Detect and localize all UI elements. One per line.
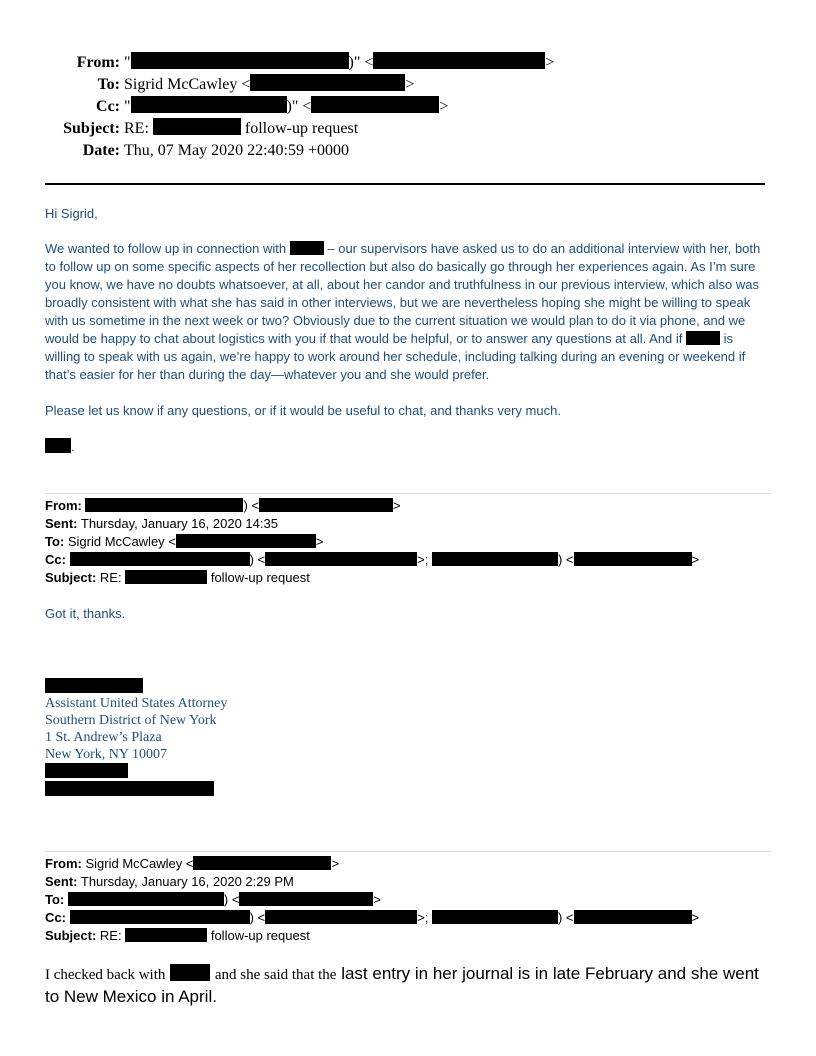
from-mid: )" < xyxy=(348,54,374,71)
redaction-block xyxy=(45,781,214,796)
msg3-cc-label: Cc: xyxy=(45,910,66,925)
redaction-block xyxy=(265,552,417,566)
msg3-cc-mid1: ) < xyxy=(249,910,266,925)
date-value: Thu, 07 May 2020 22:40:59 +0000 xyxy=(124,142,350,159)
redaction-block xyxy=(70,552,250,566)
msg2-to-value: Sigrid McCawley < xyxy=(67,534,176,549)
msg2-cc-row xyxy=(45,551,699,569)
msg3-body-part-a: I checked back with xyxy=(45,967,166,983)
msg2-to-row xyxy=(45,533,323,551)
msg2-cc-mid2: ) < xyxy=(557,552,574,567)
subject-prefix: RE: xyxy=(124,120,149,137)
redaction-block xyxy=(290,241,324,255)
redaction-block xyxy=(193,856,331,870)
msg3-sent-row xyxy=(45,873,294,891)
msg3-from-label: From: xyxy=(45,856,82,871)
msg2-from-close: > xyxy=(393,498,401,513)
header-from-row xyxy=(0,52,554,74)
redaction-block xyxy=(574,910,692,924)
signature-office: Southern District of New York xyxy=(45,713,217,728)
p1-part-a: We wanted to follow up in connection with xyxy=(45,241,287,256)
redaction-block xyxy=(131,96,287,113)
redaction-block xyxy=(176,534,316,548)
signature-address: 1 St. Andrew’s Plaza xyxy=(45,730,162,745)
redaction-block xyxy=(70,910,250,924)
redaction-block xyxy=(311,96,439,113)
redaction-block xyxy=(259,498,393,512)
redaction-block xyxy=(45,438,71,453)
header-to-row xyxy=(0,74,414,96)
msg3-body-part-c: last entry in her journal is in late February and she went to New Mexico in April. xyxy=(45,964,759,1006)
msg3-subject-row xyxy=(45,927,310,945)
msg3-body xyxy=(45,963,771,1008)
msg2-cc-sep: >; xyxy=(417,552,429,567)
msg3-cc-close: > xyxy=(691,910,700,925)
redaction-block xyxy=(45,678,143,693)
redaction-block xyxy=(153,118,241,135)
redaction-block xyxy=(686,331,720,345)
msg3-to-mid: ) < xyxy=(223,892,240,907)
redaction-block xyxy=(432,910,558,924)
to-close: > xyxy=(405,76,415,93)
msg2-sent-label: Sent: xyxy=(45,516,78,531)
header-subject-row xyxy=(0,118,358,140)
msg2-cc-label: Cc: xyxy=(45,552,66,567)
redaction-block xyxy=(432,552,558,566)
msg3-cc-mid2: ) < xyxy=(557,910,574,925)
msg2-cc-close: > xyxy=(691,552,700,567)
msg2-subject-label: Subject: xyxy=(45,570,97,585)
from-label: From: xyxy=(76,54,120,71)
header-cc-row xyxy=(0,96,448,118)
msg3-to-label: To: xyxy=(45,892,65,907)
quoted-divider xyxy=(45,851,771,852)
redaction-block xyxy=(125,928,207,942)
header-divider xyxy=(45,183,765,185)
redaction-block xyxy=(131,52,349,69)
from-close: > xyxy=(545,54,555,71)
signoff-period: . xyxy=(71,439,75,454)
redaction-block xyxy=(170,964,210,981)
msg2-subject-row xyxy=(45,569,310,587)
msg2-cc-mid1: ) < xyxy=(249,552,266,567)
greeting: Hi Sigrid, xyxy=(45,206,98,221)
signature-title: Assistant United States Attorney xyxy=(45,696,228,711)
msg3-from-value: Sigrid McCawley < xyxy=(85,856,194,871)
msg3-body-part-b: and she said that the xyxy=(214,967,337,983)
msg2-subject-prefix: RE: xyxy=(99,570,122,585)
cc-open-quote: " xyxy=(124,98,131,115)
header-date-row xyxy=(0,140,349,162)
msg2-from-row xyxy=(45,497,401,515)
signature-name-redaction xyxy=(45,678,143,696)
redaction-block xyxy=(239,892,373,906)
cc-label: Cc: xyxy=(96,98,120,115)
message1-signoff xyxy=(45,438,771,456)
p1-part-c: is willing to speak with us again, we’re happy to work around her schedule, including talking during an evening or weekend if that’s easier for her than during the day—whatever you and she would prefer. xyxy=(45,331,746,382)
redaction-block xyxy=(85,498,243,512)
msg2-from-label: From: xyxy=(45,498,82,513)
msg3-to-close: > xyxy=(373,892,382,907)
signature-phone-redaction xyxy=(45,763,128,781)
msg2-body: Got it, thanks. xyxy=(45,606,126,621)
subject-suffix: follow-up request xyxy=(244,120,359,137)
redaction-block xyxy=(68,892,224,906)
msg2-sent-row xyxy=(45,515,278,533)
msg3-cc-sep: >; xyxy=(417,910,429,925)
message1-paragraph2: Please let us know if any questions, or if it would be useful to chat, and thanks very much. xyxy=(45,403,561,418)
msg3-subject-prefix: RE: xyxy=(99,928,122,943)
msg3-sent-label: Sent: xyxy=(45,874,78,889)
msg3-sent-value: Thursday, January 16, 2020 2:29 PM xyxy=(80,874,294,889)
redaction-block xyxy=(265,910,417,924)
redaction-block xyxy=(45,763,128,778)
msg3-from-row xyxy=(45,855,339,873)
cc-close: > xyxy=(439,98,449,115)
redaction-block xyxy=(250,74,405,91)
msg2-to-close: > xyxy=(315,534,324,549)
msg3-to-row xyxy=(45,891,381,909)
cc-mid: )" < xyxy=(286,98,312,115)
to-label: To: xyxy=(97,76,120,93)
message1-paragraph1 xyxy=(45,240,771,384)
date-label: Date: xyxy=(82,142,120,159)
msg3-from-close: > xyxy=(331,856,340,871)
msg2-from-mid: ) < xyxy=(243,498,260,513)
msg3-cc-row xyxy=(45,909,699,927)
msg3-subject-suffix: follow-up request xyxy=(210,928,310,943)
msg2-sent-value: Thursday, January 16, 2020 14:35 xyxy=(80,516,278,531)
p1-part-b: – our supervisors have asked us to do an additional interview with her, both to follow up on some specific aspects of her recollection but also do basically go through her experiences again. As I’m sure you know, we have no doubts whatsoever, at all, about her candor and truthfulness in our previous interview, which also was broadly consistent with what she has said in other interviews, but we are nevertheless hoping she might be willing to speak with us sometime in the next week or two? Obviously due to the current situation we would plan to do it via phone, and we would be happy to chat about logistics with you if that would be helpful, or to answer any questions at all. And if xyxy=(45,241,761,346)
redaction-block xyxy=(574,552,692,566)
subject-label: Subject: xyxy=(63,120,120,137)
msg3-subject-label: Subject: xyxy=(45,928,97,943)
from-open-quote: " xyxy=(124,54,131,71)
redaction-block xyxy=(373,52,545,69)
msg2-subject-suffix: follow-up request xyxy=(210,570,310,585)
signature-block xyxy=(45,695,227,763)
signature-city: New York, NY 10007 xyxy=(45,747,167,762)
msg2-to-label: To: xyxy=(45,534,65,549)
redaction-block xyxy=(125,570,207,584)
signature-email-redaction xyxy=(45,781,214,799)
to-value: Sigrid McCawley < xyxy=(124,76,251,93)
quoted-divider xyxy=(45,493,771,494)
